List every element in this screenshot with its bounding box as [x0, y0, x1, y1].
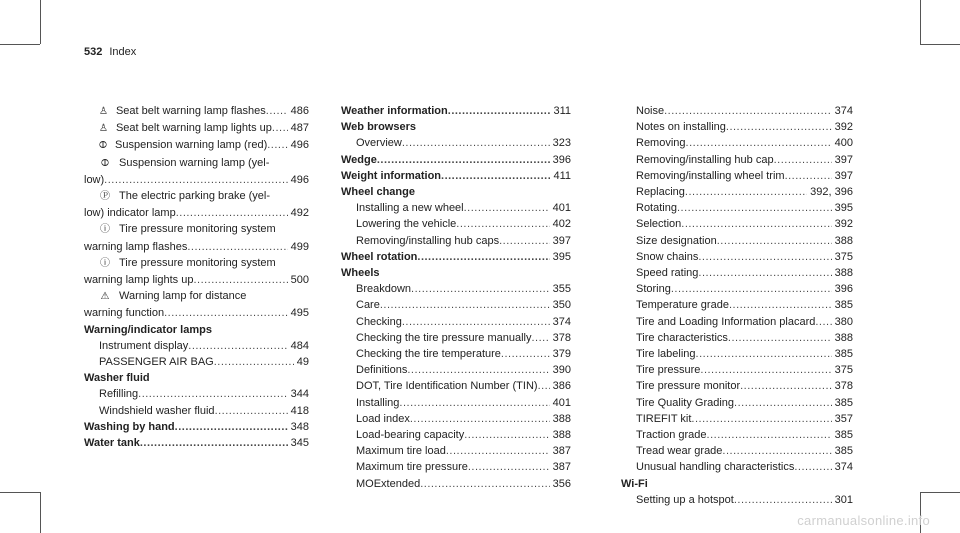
index-entry-cont[interactable]: warning lamp flashes ..... 499 — [84, 239, 309, 255]
tire-pressure-icon: ⓘ — [100, 257, 110, 269]
page-ref[interactable]: 411 — [553, 169, 571, 182]
page-ref[interactable]: 355 — [552, 283, 571, 296]
page-ref[interactable]: 388 — [552, 429, 571, 442]
page-ref[interactable]: 397 — [834, 153, 853, 166]
index-entry[interactable]: Ⓟ The electric parking brake (yel- — [84, 188, 309, 205]
index-column-1 — [84, 103, 309, 451]
page-header — [84, 46, 136, 58]
index-subentry[interactable]: Load index ..... 388 — [341, 411, 571, 427]
index-subentry[interactable]: Checking the tire pressure manually ..... 378 — [341, 330, 571, 346]
page-ref[interactable]: 392 — [834, 218, 853, 231]
index-subentry[interactable]: Removing/installing wheel trim ..... 397 — [621, 168, 853, 184]
index-heading-entry[interactable]: Wedge ..... 396 — [341, 152, 571, 168]
page-ref[interactable]: 378 — [552, 331, 571, 344]
page-ref[interactable]: 402 — [552, 218, 571, 231]
page-ref[interactable]: 388 — [834, 331, 853, 344]
page-ref[interactable]: 397 — [834, 169, 853, 182]
index-entry-cont[interactable]: warning lamp lights up ..... 500 — [84, 272, 309, 288]
index-subentry[interactable]: Lowering the vehicle ..... 402 — [341, 216, 571, 232]
watermark: carmanualsonline.info — [797, 513, 930, 528]
index-heading-entry[interactable]: Wheel rotation ..... 395 — [341, 249, 571, 265]
index-subentry[interactable]: Notes on installing ..... 392 — [621, 119, 853, 135]
index-subentry[interactable]: Temperature grade ..... 385 — [621, 297, 853, 313]
page-ref[interactable]: 418 — [290, 404, 309, 417]
page-ref[interactable]: 499 — [290, 240, 309, 253]
page-ref[interactable]: 385 — [834, 445, 853, 458]
crop-mark — [920, 492, 960, 493]
index-subentry[interactable]: Load-bearing capacity ..... 388 — [341, 427, 571, 443]
page-ref[interactable]: 492 — [290, 207, 309, 220]
index-subentry[interactable]: Size designation ..... 388 — [621, 233, 853, 249]
index-subentry[interactable]: Tread wear grade ..... 385 — [621, 443, 853, 459]
page-ref[interactable]: 374 — [834, 461, 853, 474]
index-entry[interactable]: ⦷ Suspension warning lamp (yel- — [84, 155, 309, 172]
page-ref[interactable]: 484 — [290, 339, 309, 352]
index-subentry[interactable]: Instrument display ..... 484 — [84, 338, 309, 354]
index-subentry[interactable]: Speed rating ..... 388 — [621, 265, 853, 281]
page-number: 532 — [84, 46, 103, 58]
index-subentry[interactable]: Installing a new wheel ..... 401 — [341, 200, 571, 216]
page-ref[interactable]: 395 — [552, 250, 571, 263]
index-subentry[interactable]: Tire pressure monitor ..... 378 — [621, 378, 853, 394]
page-ref[interactable]: 401 — [552, 202, 571, 215]
index-subentry[interactable]: Removing/installing hub caps ..... 397 — [341, 233, 571, 249]
page-ref[interactable]: 397 — [552, 234, 571, 247]
index-column-3 — [621, 103, 853, 508]
index-subentry[interactable]: PASSENGER AIR BAG ..... 49 — [84, 354, 309, 370]
index-subentry[interactable]: Overview ..... 323 — [341, 135, 571, 151]
page-ref[interactable]: 385 — [834, 396, 853, 409]
index-entry[interactable]: ⓘ Tire pressure monitoring system — [84, 255, 309, 272]
crop-mark — [40, 492, 41, 533]
page-ref[interactable]: 396 — [834, 283, 853, 296]
page-ref[interactable]: 401 — [552, 396, 571, 409]
page-ref[interactable]: 345 — [290, 437, 309, 450]
page-ref[interactable]: 350 — [552, 299, 571, 312]
page-ref[interactable]: 392, 396 — [810, 186, 853, 199]
index-entry[interactable]: ♙ Seat belt warning lamp lights up ..... 487 — [84, 120, 309, 137]
index-heading-entry[interactable]: Water tank ..... 345 — [84, 435, 309, 451]
page-ref[interactable]: 385 — [834, 299, 853, 312]
page-ref[interactable]: 357 — [834, 412, 853, 425]
crop-mark — [920, 44, 960, 45]
index-subentry[interactable]: Care ..... 350 — [341, 297, 571, 313]
page-ref[interactable]: 385 — [834, 348, 853, 361]
index-subentry[interactable]: Selection ..... 392 — [621, 216, 853, 232]
index-subentry[interactable]: Maximum tire pressure ..... 387 — [341, 459, 571, 475]
page-ref[interactable]: 500 — [290, 274, 309, 287]
index-subentry[interactable]: Storing ..... 396 — [621, 281, 853, 297]
page-ref[interactable]: 388 — [834, 234, 853, 247]
page-ref[interactable]: 496 — [290, 173, 309, 186]
suspension-icon: ⦷ — [101, 157, 109, 169]
index-subentry[interactable]: Tire characteristics ..... 388 — [621, 330, 853, 346]
page-ref[interactable]: 374 — [834, 105, 853, 117]
page-ref[interactable]: 344 — [290, 388, 309, 401]
index-entry-cont[interactable]: low) indicator lamp ..... 492 — [84, 205, 309, 221]
distance-warning-icon: ⚠ — [100, 291, 110, 303]
crop-mark — [920, 0, 921, 44]
page-ref[interactable]: 496 — [290, 139, 309, 152]
index-subentry[interactable]: Rotating ..... 395 — [621, 200, 853, 216]
page-ref[interactable]: 378 — [834, 380, 853, 393]
index-heading: Wheels — [341, 267, 380, 280]
index-subentry[interactable]: Tire Quality Grading ..... 385 — [621, 395, 853, 411]
page-ref[interactable]: 386 — [552, 380, 571, 393]
index-subentry[interactable]: Checking the tire temperature ..... 379 — [341, 346, 571, 362]
page-ref[interactable]: 356 — [552, 477, 571, 490]
index-entry[interactable]: ⓘ Tire pressure monitoring system — [84, 221, 309, 238]
index-entry[interactable]: ⚠ Warning lamp for distance — [84, 288, 309, 305]
index-heading-entry[interactable]: Weather information ..... 311 — [341, 103, 571, 119]
index-subentry[interactable]: Tire and Loading Information placard ..... 380 — [621, 314, 853, 330]
seatbelt-icon: ♙ — [99, 123, 108, 135]
page-ref[interactable]: 392 — [834, 121, 853, 134]
index-subentry[interactable]: MOExtended ..... 356 — [341, 476, 571, 492]
index-subentry[interactable]: Snow chains ..... 375 — [621, 249, 853, 265]
parking-brake-icon: Ⓟ — [100, 191, 110, 203]
index-entry[interactable]: ⦷ Suspension warning lamp (red) ..... 496 — [84, 137, 309, 154]
index-heading-entry[interactable]: Washing by hand ..... 348 — [84, 419, 309, 435]
index-subentry[interactable]: Tire pressure ..... 375 — [621, 362, 853, 378]
page-ref[interactable]: 375 — [834, 364, 853, 377]
index-heading: Web browsers — [341, 121, 416, 134]
page-ref[interactable]: 387 — [552, 461, 571, 474]
page-ref[interactable]: 301 — [834, 493, 853, 506]
index-subentry[interactable]: Traction grade ..... 385 — [621, 427, 853, 443]
section-title: Index — [109, 46, 137, 58]
tire-pressure-icon: ⓘ — [100, 224, 110, 236]
page-ref[interactable]: 375 — [834, 250, 853, 263]
index-subentry[interactable]: Replacing ..... 392, 396 — [621, 184, 853, 200]
index-subentry[interactable]: DOT, Tire Identification Number (TIN) ..... 386 — [341, 378, 571, 394]
index-subentry[interactable]: Removing ..... 400 — [621, 135, 853, 151]
page-ref[interactable]: 495 — [290, 307, 309, 320]
page-ref[interactable]: 395 — [834, 202, 853, 215]
index-subentry[interactable]: Tire labeling ..... 385 — [621, 346, 853, 362]
index-subentry[interactable]: Breakdown ..... 355 — [341, 281, 571, 297]
index-entry-cont[interactable]: low) ..... 496 — [84, 172, 309, 188]
index-subentry[interactable]: Setting up a hotspot ..... 301 — [621, 492, 853, 508]
index-entry-cont[interactable]: warning function ..... 495 — [84, 305, 309, 321]
page-ref[interactable]: 49 — [296, 356, 309, 369]
index-heading: Warning/indicator lamps — [84, 323, 212, 336]
index-column-2 — [341, 103, 571, 492]
index-subentry[interactable]: Unusual handling characteristics ..... 374 — [621, 459, 853, 475]
index-subentry[interactable]: Maximum tire load ..... 387 — [341, 443, 571, 459]
index-subentry[interactable]: TIREFIT kit ..... 357 — [621, 411, 853, 427]
page-ref[interactable]: 486 — [290, 105, 309, 117]
index-subentry[interactable]: Refilling ..... 344 — [84, 386, 309, 402]
page-ref[interactable]: 348 — [290, 420, 309, 433]
index-subentry[interactable]: Removing/installing hub cap ..... 397 — [621, 152, 853, 168]
page-ref[interactable]: 487 — [290, 122, 309, 135]
seatbelt-icon: ♙ — [99, 106, 108, 117]
page-ref[interactable]: 374 — [552, 315, 571, 328]
index-subentry[interactable]: Windshield washer fluid ..... 418 — [84, 403, 309, 419]
index-subentry[interactable]: Noise ..... 374 — [621, 103, 853, 119]
index-heading-entry[interactable]: Weight information ..... 411 — [341, 168, 571, 184]
crop-mark — [0, 44, 40, 45]
index-subentry[interactable]: Definitions ..... 390 — [341, 362, 571, 378]
index-subentry[interactable]: Installing ..... 401 — [341, 395, 571, 411]
page-ref[interactable]: 323 — [552, 137, 571, 150]
index-heading: Wi-Fi — [621, 477, 648, 490]
page-ref[interactable]: 388 — [834, 267, 853, 280]
page-ref[interactable]: 387 — [552, 445, 571, 458]
page-ref[interactable]: 388 — [552, 412, 571, 425]
suspension-icon: ⦷ — [99, 140, 107, 152]
page-ref[interactable]: 396 — [552, 153, 571, 166]
page-ref[interactable]: 390 — [552, 364, 571, 377]
crop-mark — [40, 0, 41, 44]
page-ref[interactable]: 311 — [553, 105, 571, 117]
index-subentry[interactable]: Checking ..... 374 — [341, 314, 571, 330]
index-entry[interactable]: ♙ Seat belt warning lamp flashes ..... 486 — [84, 103, 309, 120]
page-ref[interactable]: 385 — [834, 429, 853, 442]
page-ref[interactable]: 380 — [834, 315, 853, 328]
index-heading: Washer fluid — [84, 372, 150, 385]
index-heading: Wheel change — [341, 186, 415, 199]
page-ref[interactable]: 400 — [834, 137, 853, 150]
crop-mark — [0, 492, 40, 493]
page-ref[interactable]: 379 — [552, 348, 571, 361]
